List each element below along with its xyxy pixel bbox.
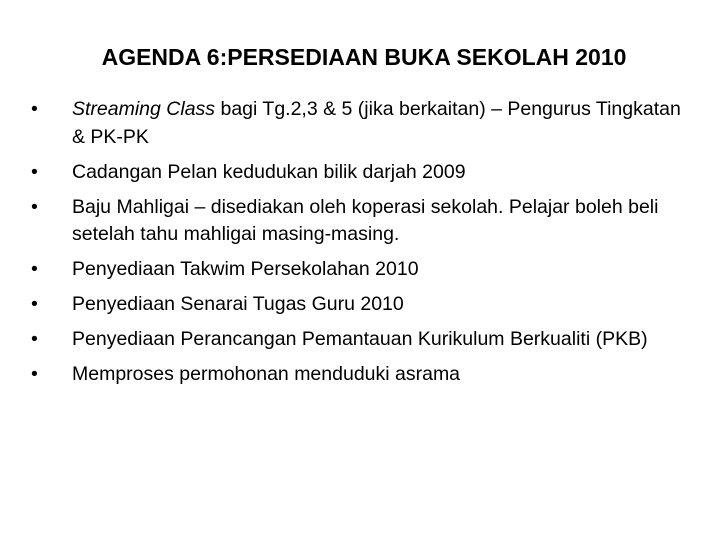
list-item (31, 96, 691, 151)
bullet-icon: • (31, 98, 38, 120)
list-item (31, 194, 691, 249)
list-item (31, 326, 691, 354)
item-text: Penyediaan Perancangan Pemantauan Kurikulum Berkualiti (PKB) (72, 328, 648, 350)
list-item (31, 291, 691, 319)
slide-title: AGENDA 6:PERSEDIAAN BUKA SEKOLAH 2010 (101, 44, 627, 70)
item-text: bagi Tg.2,3 & 5 (jika berkaitan) – Pengurus Tingkatan & PK-PK (72, 98, 681, 148)
item-text: Cadangan Pelan kedudukan bilik darjah 2009 (72, 160, 466, 183)
bullet-icon: • (31, 293, 38, 315)
bullet-icon: • (31, 195, 38, 218)
list-item (31, 256, 691, 284)
item-text: Memproses permohonan menduduki asrama (72, 363, 461, 385)
list-item (31, 159, 691, 187)
item-emphasis: Streaming Class (72, 98, 216, 120)
bullet-icon: • (31, 328, 38, 350)
item-text: Baju Mahligai – disediakan oleh koperasi sekolah. Pelajar boleh beli setelah tahu mahligai masing-masing. (72, 195, 659, 245)
bullet-icon: • (31, 363, 38, 385)
bullet-icon: • (31, 160, 38, 183)
item-text: Penyediaan Takwim Persekolahan 2010 (72, 258, 419, 280)
bullet-icon: • (31, 258, 38, 280)
item-text: Penyediaan Senarai Tugas Guru 2010 (72, 293, 404, 315)
bullet-list (31, 96, 691, 396)
list-item (31, 361, 691, 389)
